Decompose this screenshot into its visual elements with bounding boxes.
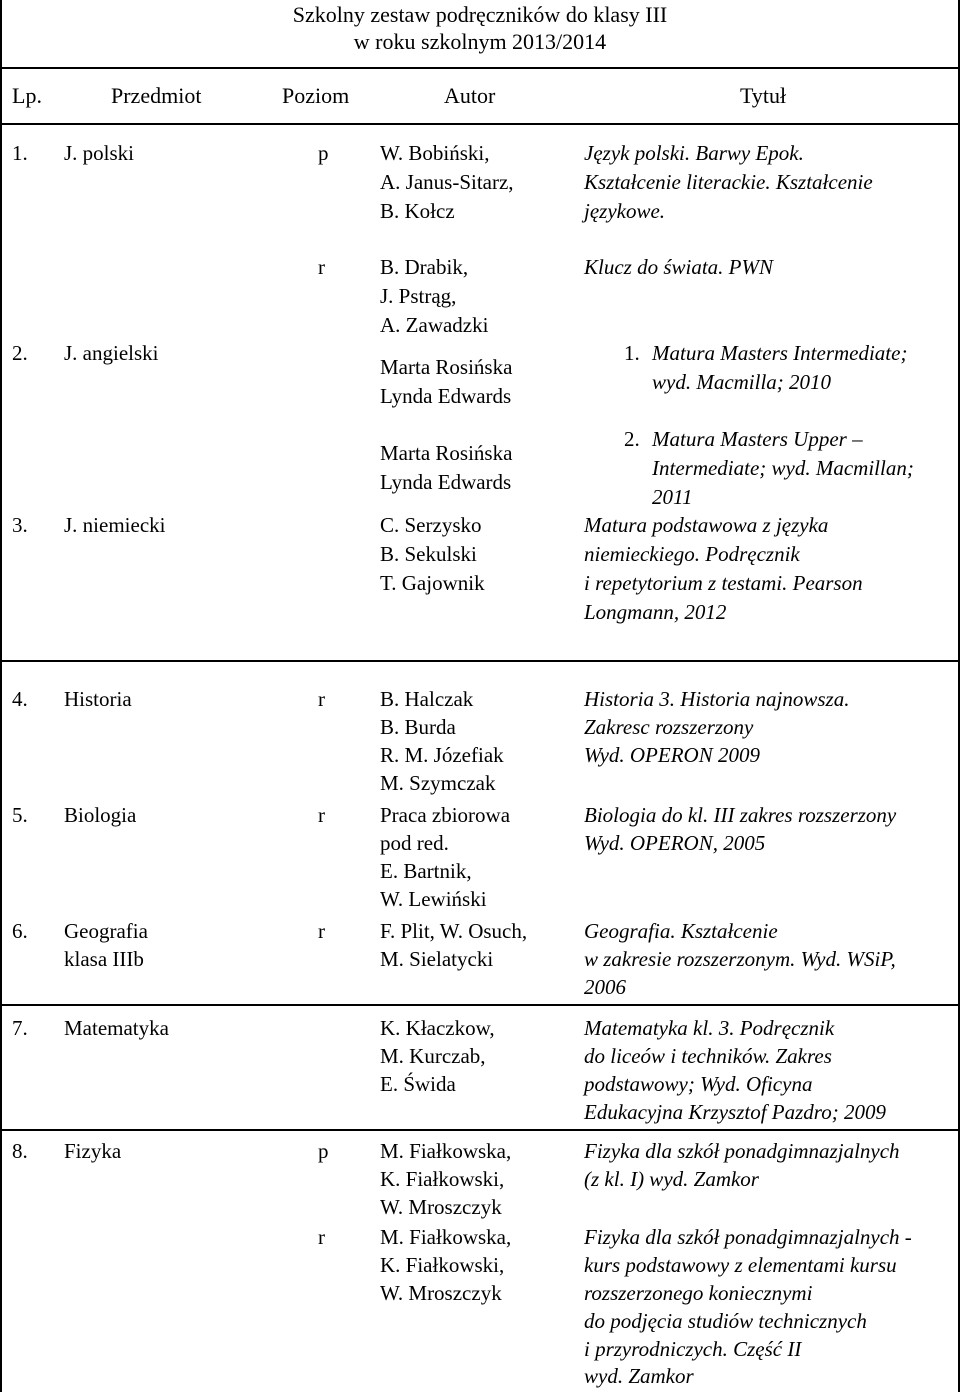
row-subject-line: Geografia bbox=[64, 919, 148, 943]
row-author-line: M. Kurczab, bbox=[380, 1044, 486, 1068]
row-author-line: B. Sekulski bbox=[380, 542, 477, 566]
row-title-line: i przyrodniczych. Część II bbox=[584, 1337, 802, 1361]
row-author-line: C. Serzysko bbox=[380, 513, 482, 537]
row-author-line: K. Kłaczkow, bbox=[380, 1016, 495, 1040]
section-divider bbox=[0, 660, 960, 662]
row-title-line: Zakresc rozszerzony bbox=[584, 715, 754, 739]
row-level: r bbox=[318, 1225, 325, 1249]
row-title-number: 2. bbox=[624, 427, 640, 451]
row-subject: Biologia bbox=[64, 803, 137, 827]
row-divider bbox=[0, 1004, 960, 1006]
row-title-line: Historia 3. Historia najnowsza. bbox=[584, 687, 850, 711]
row-level: p bbox=[318, 1139, 329, 1163]
row-title-line: w zakresie rozszerzonym. Wyd. WSiP, bbox=[584, 947, 896, 971]
row-author-line: Marta Rosińska bbox=[380, 441, 513, 465]
row-author-line: F. Plit, W. Osuch, bbox=[380, 919, 528, 943]
row-title-line: i repetytorium z testami. Pearson bbox=[584, 571, 863, 595]
table-top-border bbox=[0, 67, 960, 69]
row-author-line: T. Gajownik bbox=[380, 571, 485, 595]
row-title-line: Matura podstawowa z języka bbox=[584, 513, 829, 537]
row-title-line: językowe. bbox=[584, 199, 666, 223]
row-lp: 7. bbox=[12, 1016, 28, 1040]
row-subject: J. polski bbox=[64, 141, 135, 165]
row-author-line: W. Mroszczyk bbox=[380, 1195, 502, 1219]
row-level: r bbox=[318, 919, 325, 943]
row-title-line: (z kl. I) wyd. Zamkor bbox=[584, 1167, 759, 1191]
row-divider bbox=[0, 1129, 960, 1131]
row-subject-line: klasa IIIb bbox=[64, 947, 144, 971]
row-author-line: B. Drabik, bbox=[380, 255, 469, 279]
row-author-line: W. Lewiński bbox=[380, 887, 487, 911]
row-subject: Fizyka bbox=[64, 1139, 122, 1163]
row-title-line: kurs podstawowy z elementami kursu bbox=[584, 1253, 897, 1277]
row-lp: 5. bbox=[12, 803, 28, 827]
row-subject: Matematyka bbox=[64, 1016, 169, 1040]
row-title-line: do podjęcia studiów technicznych bbox=[584, 1309, 867, 1333]
row-title-number: 1. bbox=[624, 341, 640, 365]
row-subject: J. niemiecki bbox=[64, 513, 166, 537]
header-bottom-border bbox=[0, 123, 960, 125]
row-level: r bbox=[318, 803, 325, 827]
row-author-line: M. Sielatycki bbox=[380, 947, 494, 971]
row-title-line: wyd. Macmilla; 2010 bbox=[652, 370, 832, 394]
row-author-line: M. Fiałkowska, bbox=[380, 1225, 512, 1249]
row-author-line: E. Bartnik, bbox=[380, 859, 472, 883]
row-author-line: M. Szymczak bbox=[380, 771, 496, 795]
row-title-line: Matura Masters Upper – bbox=[652, 427, 863, 451]
row-title-line: podstawowy; Wyd. Oficyna bbox=[584, 1072, 813, 1096]
row-author-line: W. Bobiński, bbox=[380, 141, 490, 165]
row-author-line: Praca zbiorowa bbox=[380, 803, 511, 827]
row-level: p bbox=[318, 141, 329, 165]
row-subject: Historia bbox=[64, 687, 132, 711]
row-author-line: Lynda Edwards bbox=[380, 470, 512, 494]
row-author-line: W. Mroszczyk bbox=[380, 1281, 502, 1305]
row-author-line: E. Świda bbox=[380, 1072, 456, 1096]
row-title-line: Matura Masters Intermediate; bbox=[652, 341, 908, 365]
row-title-line: Longmann, 2012 bbox=[584, 600, 727, 624]
row-title-line: 2011 bbox=[652, 485, 693, 509]
row-lp: 6. bbox=[12, 919, 28, 943]
row-title-line: niemieckiego. Podręcznik bbox=[584, 542, 800, 566]
row-author-line: K. Fiałkowski, bbox=[380, 1253, 505, 1277]
row-title-line: Fizyka dla szkół ponadgimnazjalnych - bbox=[584, 1225, 912, 1249]
row-lp: 8. bbox=[12, 1139, 28, 1163]
row-title-line: Fizyka dla szkół ponadgimnazjalnych bbox=[584, 1139, 900, 1163]
row-level: r bbox=[318, 687, 325, 711]
row-author-line: K. Fiałkowski, bbox=[380, 1167, 505, 1191]
row-author-line: J. Pstrąg, bbox=[380, 284, 457, 308]
row-title-line: Klucz do świata. PWN bbox=[584, 255, 774, 279]
row-title-line: Geografia. Kształcenie bbox=[584, 919, 778, 943]
row-title-line: Biologia do kl. III zakres rozszerzony bbox=[584, 803, 897, 827]
row-level: r bbox=[318, 255, 325, 279]
row-author-line: M. Fiałkowska, bbox=[380, 1139, 512, 1163]
row-title-line: do liceów i techników. Zakres bbox=[584, 1044, 832, 1068]
row-author-line: B. Burda bbox=[380, 715, 456, 739]
row-author-line: R. M. Józefiak bbox=[380, 743, 504, 767]
row-title-line: wyd. Zamkor bbox=[584, 1364, 694, 1388]
header-title: Tytuł bbox=[740, 83, 787, 108]
row-author-line: B. Halczak bbox=[380, 687, 474, 711]
row-author-line: Lynda Edwards bbox=[380, 384, 512, 408]
header-subject: Przedmiot bbox=[111, 83, 202, 108]
row-author-line: B. Kołcz bbox=[380, 199, 455, 223]
row-author-line: A. Zawadzki bbox=[380, 313, 489, 337]
header-lp: Lp. bbox=[12, 83, 42, 108]
row-author-line: Marta Rosińska bbox=[380, 355, 513, 379]
row-title-line: Edukacyjna Krzysztof Pazdro; 2009 bbox=[584, 1100, 886, 1124]
row-lp: 1. bbox=[12, 141, 28, 165]
row-title-line: Wyd. OPERON 2009 bbox=[584, 743, 760, 767]
row-title-line: 2006 bbox=[584, 975, 626, 999]
header-author: Autor bbox=[444, 83, 496, 108]
row-title-line: rozszerzonego koniecznymi bbox=[584, 1281, 813, 1305]
row-subject: J. angielski bbox=[64, 341, 159, 365]
row-lp: 2. bbox=[12, 341, 28, 365]
document-title-line-2: w roku szkolnym 2013/2014 bbox=[353, 29, 607, 54]
row-lp: 4. bbox=[12, 687, 28, 711]
row-title-line: Intermediate; wyd. Macmillan; bbox=[652, 456, 914, 480]
row-lp: 3. bbox=[12, 513, 28, 537]
document-title-line-1: Szkolny zestaw podręczników do klasy III bbox=[292, 2, 668, 27]
row-title-line: Matematyka kl. 3. Podręcznik bbox=[584, 1016, 835, 1040]
row-author-line: pod red. bbox=[380, 831, 449, 855]
table-left-border bbox=[0, 0, 2, 1392]
header-level: Poziom bbox=[282, 83, 350, 108]
row-author-line: A. Janus-Sitarz, bbox=[380, 170, 514, 194]
row-title-line: Język polski. Barwy Epok. bbox=[584, 141, 804, 165]
row-title-line: Kształcenie literackie. Kształcenie bbox=[584, 170, 873, 194]
row-title-line: Wyd. OPERON, 2005 bbox=[584, 831, 766, 855]
